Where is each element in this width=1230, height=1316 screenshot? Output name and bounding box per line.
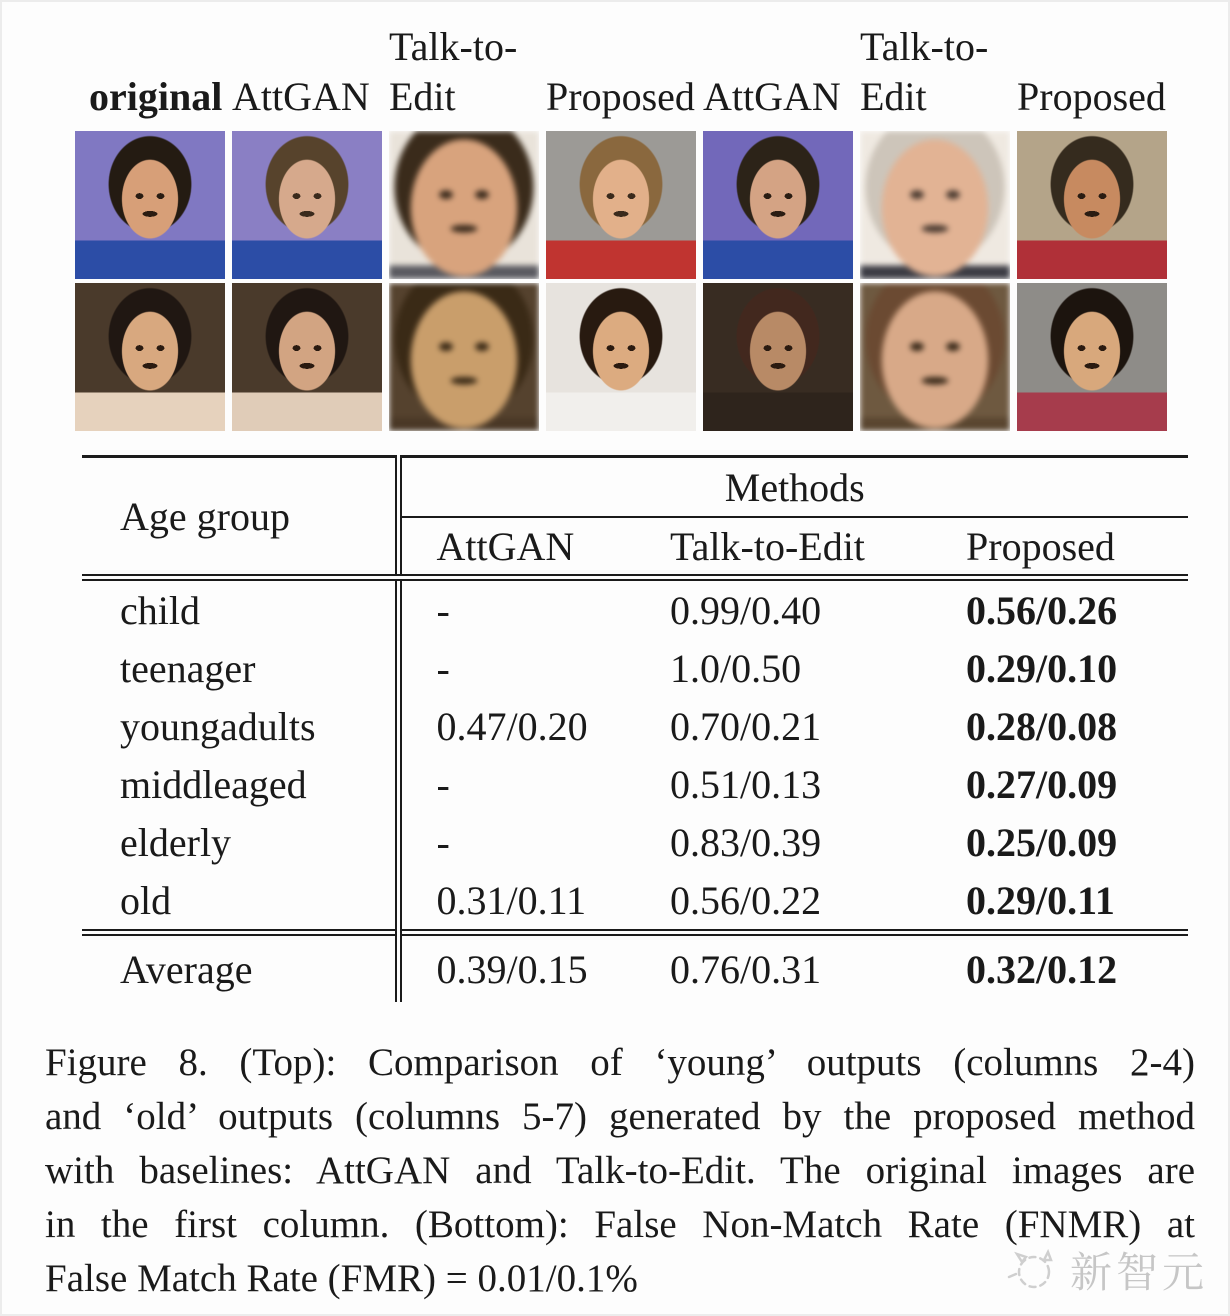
talk-to-edit-value: 0.76/0.31 bbox=[635, 933, 931, 1003]
table-row-old bbox=[82, 871, 1188, 933]
face-image-row1-col3-talk-to-edit-young bbox=[389, 131, 539, 279]
row-label: old bbox=[120, 877, 172, 923]
caption-line: False Match Rate (FMR) = 0.01/0.1% bbox=[45, 1257, 638, 1300]
proposed-value: 0.25/0.09 bbox=[966, 819, 1118, 865]
face-image-row1-col5-attgan-old bbox=[703, 131, 853, 279]
talk-to-edit-value: 0.83/0.39 bbox=[670, 819, 822, 865]
image-grid bbox=[75, 131, 1167, 431]
row-label: child bbox=[120, 587, 200, 633]
watermark bbox=[1006, 1240, 1208, 1300]
table-row-middleaged bbox=[82, 755, 1188, 813]
method-header-attgan: AttGAN bbox=[398, 517, 635, 578]
proposed-value: 0.29/0.10 bbox=[966, 645, 1118, 691]
column-header-attgan-young: AttGAN bbox=[232, 74, 370, 119]
method-header-talk-to-edit: Talk-to-Edit bbox=[635, 517, 931, 578]
column-header-attgan-old: AttGAN bbox=[703, 74, 841, 119]
talk-to-edit-value: 0.99/0.40 bbox=[670, 587, 822, 633]
face-image-row1-col2-attgan-young bbox=[232, 131, 382, 279]
row-label: teenager bbox=[120, 645, 256, 691]
attgan-value: 0.31/0.11 bbox=[398, 871, 635, 933]
attgan-value: - bbox=[398, 755, 635, 813]
face-image-row2-col7-proposed-old bbox=[1017, 283, 1167, 431]
table-row-average bbox=[82, 933, 1188, 1003]
caption-line: and ‘old’ outputs (columns 5-7) generated by the proposed method bbox=[45, 1095, 1195, 1138]
row-label: elderly bbox=[120, 819, 232, 865]
table-row-youngadults bbox=[82, 697, 1188, 755]
talk-to-edit-value: 0.51/0.13 bbox=[670, 761, 822, 807]
face-image-row2-col1-original bbox=[75, 283, 225, 431]
xinzhiyuan-logo-icon bbox=[1006, 1244, 1058, 1296]
face-image-row2-col2-attgan-young bbox=[232, 283, 382, 431]
proposed-value: 0.32/0.12 bbox=[931, 933, 1188, 1003]
table-row-child bbox=[82, 578, 1188, 640]
row-label: middleaged bbox=[120, 761, 307, 807]
watermark-text: 新智元 bbox=[1069, 1248, 1208, 1297]
caption-line: in the first column. (Bottom): False Non-Match Rate (FNMR) at bbox=[45, 1203, 1195, 1246]
face-image-row2-col4-proposed-young bbox=[546, 283, 696, 431]
face-image-row1-col1-original bbox=[75, 131, 225, 279]
proposed-value: 0.27/0.09 bbox=[966, 761, 1118, 807]
column-header-talk-to-edit-old: Talk-to- Edit bbox=[860, 24, 989, 119]
fnmr-table bbox=[82, 455, 1188, 1002]
figure-column-headers bbox=[75, 18, 1167, 122]
attgan-value: - bbox=[398, 578, 635, 640]
column-header-talk-to-edit-young: Talk-to- Edit bbox=[389, 24, 518, 119]
face-image-row2-col5-attgan-old bbox=[703, 283, 853, 431]
attgan-value: 0.39/0.15 bbox=[398, 933, 635, 1003]
methods-group-header: Methods bbox=[398, 457, 1188, 518]
face-image-row1-col6-talk-to-edit-old bbox=[860, 131, 1010, 279]
caption-line: Figure 8. (Top): Comparison of ‘young’ outputs (columns 2-4) bbox=[45, 1041, 1195, 1084]
row-label: youngadults bbox=[120, 703, 316, 749]
column-header-proposed-old: Proposed bbox=[1017, 74, 1166, 119]
face-image-row2-col6-talk-to-edit-old bbox=[860, 283, 1010, 431]
column-header-proposed-young: Proposed bbox=[546, 74, 695, 119]
table-row-teenager bbox=[82, 639, 1188, 697]
row-label: Average bbox=[82, 933, 398, 1003]
face-image-row1-col7-proposed-old bbox=[1017, 131, 1167, 279]
results-table bbox=[82, 455, 1188, 1002]
face-image-row2-col3-talk-to-edit-young bbox=[389, 283, 539, 431]
attgan-value: - bbox=[398, 639, 635, 697]
caption-line: with baselines: AttGAN and Talk-to-Edit. The original images are bbox=[45, 1149, 1195, 1192]
face-image-row1-col4-proposed-young bbox=[546, 131, 696, 279]
method-header-proposed: Proposed bbox=[931, 517, 1188, 578]
table-row-elderly bbox=[82, 813, 1188, 871]
talk-to-edit-value: 1.0/0.50 bbox=[670, 645, 802, 691]
proposed-value: 0.29/0.11 bbox=[966, 877, 1115, 923]
talk-to-edit-value: 0.56/0.22 bbox=[670, 877, 822, 923]
talk-to-edit-value: 0.70/0.21 bbox=[670, 703, 822, 749]
attgan-value: - bbox=[398, 813, 635, 871]
proposed-value: 0.28/0.08 bbox=[966, 703, 1118, 749]
attgan-value: 0.47/0.20 bbox=[398, 697, 635, 755]
proposed-value: 0.56/0.26 bbox=[966, 587, 1118, 633]
age-group-header: Age group bbox=[82, 457, 398, 578]
column-header-original: original bbox=[89, 74, 223, 119]
